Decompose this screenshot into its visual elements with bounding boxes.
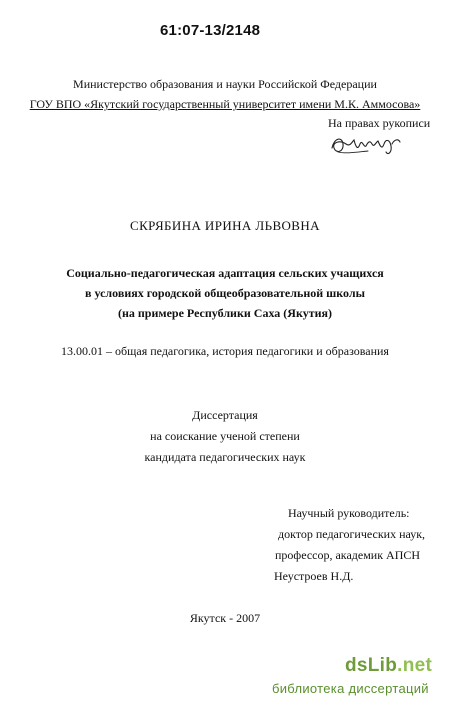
supervisor-line: профессор, академик АПСН [275, 548, 421, 562]
supervisor-line: Научный руководитель: [288, 506, 410, 520]
title-line: в условиях городской общеобразовательной школы [84, 286, 365, 300]
degree-block [0, 405, 450, 468]
dissertation-title [0, 263, 450, 323]
watermark-logo-main: dsLib [345, 655, 398, 676]
title-line: (на примере Республики Саха (Якутия) [117, 306, 333, 320]
handwritten-signature [328, 130, 408, 160]
document-code: 61:07-13/2148 [160, 22, 261, 39]
author-name: СКРЯБИНА ИРИНА ЛЬВОВНА [130, 218, 320, 233]
city-year: Якутск - 2007 [189, 611, 261, 625]
title-line: Социально-педагогическая адаптация сельских учащихся [66, 266, 384, 280]
degree-line: кандидата педагогических наук [144, 450, 306, 464]
ministry-line: Министерство образования и науки Российской Федерации [73, 77, 377, 91]
supervisor-line: доктор педагогических наук, [278, 527, 426, 541]
watermark-logo [345, 655, 432, 677]
degree-line: Диссертация [192, 408, 258, 422]
rights-note: На правах рукописи [328, 116, 431, 130]
specialty-line: 13.00.01 – общая педагогика, история педагогики и образования [61, 344, 389, 358]
supervisor-block [274, 503, 426, 587]
watermark-subtitle: библиотека диссертаций [272, 681, 429, 696]
university-line: ГОУ ВПО «Якутский государственный университет имени М.К. Аммосова» [29, 97, 421, 111]
degree-line: на соискание ученой степени [150, 429, 300, 443]
supervisor-line: Неустроев Н.Д. [274, 569, 354, 583]
watermark-logo-tld: .net [397, 655, 433, 676]
